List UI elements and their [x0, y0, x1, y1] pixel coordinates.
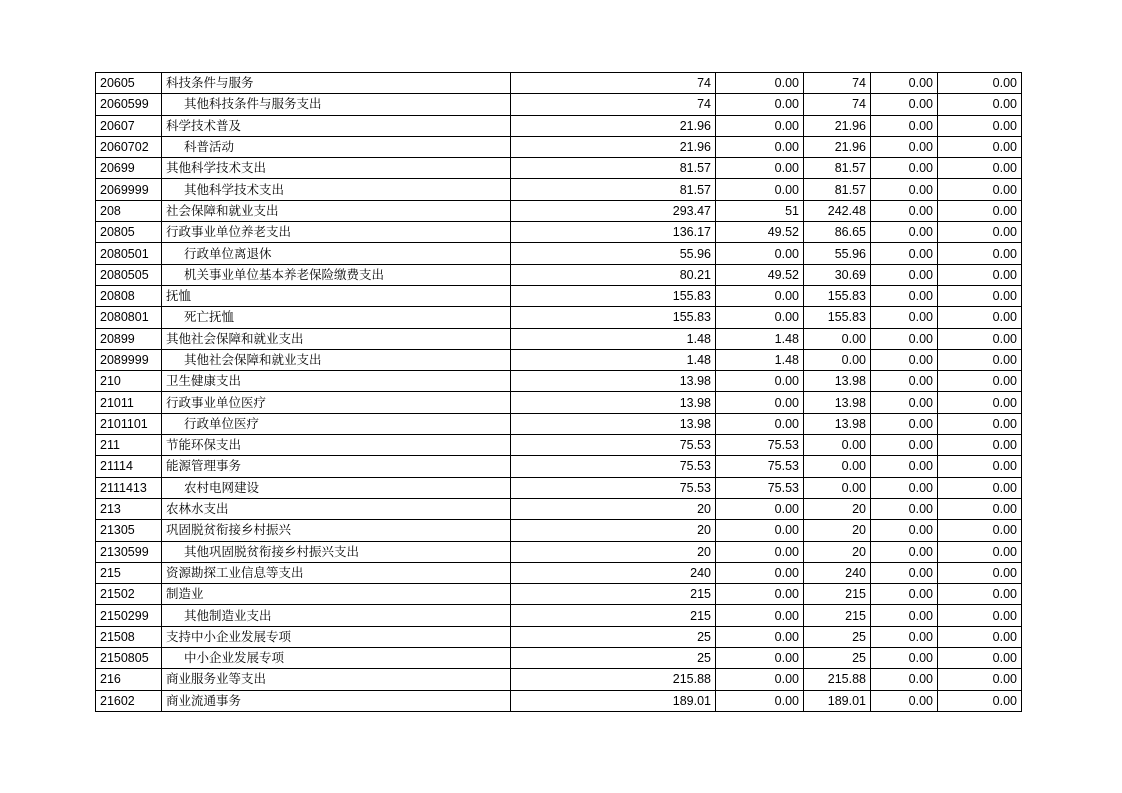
- account-code-cell: 2130599: [96, 541, 162, 562]
- table-row: [96, 605, 1022, 626]
- amount-cell-3: 240: [804, 562, 871, 583]
- account-code-cell: 2080801: [96, 307, 162, 328]
- amount-cell-3: 13.98: [804, 392, 871, 413]
- amount-cell-2: 0.00: [716, 626, 804, 647]
- amount-cell-4: 0.00: [871, 371, 938, 392]
- account-code-cell: 2150805: [96, 648, 162, 669]
- amount-cell-3: 0.00: [804, 456, 871, 477]
- amount-cell-2: 49.52: [716, 264, 804, 285]
- amount-cell-3: 0.00: [804, 349, 871, 370]
- amount-cell-2: 0.00: [716, 371, 804, 392]
- table-row: [96, 456, 1022, 477]
- table-row: [96, 690, 1022, 711]
- amount-cell-1: 74: [511, 94, 716, 115]
- table-row: [96, 264, 1022, 285]
- table-row: [96, 562, 1022, 583]
- account-name-cell: 能源管理事务: [162, 456, 511, 477]
- amount-cell-1: 215: [511, 605, 716, 626]
- account-code-cell: 2060702: [96, 136, 162, 157]
- amount-cell-4: 0.00: [871, 626, 938, 647]
- amount-cell-3: 21.96: [804, 115, 871, 136]
- amount-cell-1: 240: [511, 562, 716, 583]
- amount-cell-3: 81.57: [804, 158, 871, 179]
- table-row: [96, 200, 1022, 221]
- amount-cell-5: 0.00: [938, 562, 1022, 583]
- table-row: [96, 285, 1022, 306]
- amount-cell-4: 0.00: [871, 179, 938, 200]
- amount-cell-4: 0.00: [871, 605, 938, 626]
- account-code-cell: 21114: [96, 456, 162, 477]
- amount-cell-3: 189.01: [804, 690, 871, 711]
- account-code-cell: 20805: [96, 222, 162, 243]
- amount-cell-4: 0.00: [871, 669, 938, 690]
- amount-cell-5: 0.00: [938, 73, 1022, 94]
- amount-cell-2: 0.00: [716, 136, 804, 157]
- table-row: [96, 498, 1022, 519]
- account-code-cell: 21502: [96, 584, 162, 605]
- amount-cell-4: 0.00: [871, 94, 938, 115]
- amount-cell-2: 75.53: [716, 435, 804, 456]
- account-code-cell: 2101101: [96, 413, 162, 434]
- amount-cell-2: 0.00: [716, 285, 804, 306]
- amount-cell-4: 0.00: [871, 392, 938, 413]
- amount-cell-3: 13.98: [804, 413, 871, 434]
- account-name-cell: 死亡抚恤: [162, 307, 511, 328]
- amount-cell-5: 0.00: [938, 243, 1022, 264]
- table-row: [96, 307, 1022, 328]
- amount-cell-5: 0.00: [938, 264, 1022, 285]
- account-name-cell: 科普活动: [162, 136, 511, 157]
- amount-cell-4: 0.00: [871, 264, 938, 285]
- amount-cell-4: 0.00: [871, 349, 938, 370]
- amount-cell-4: 0.00: [871, 285, 938, 306]
- amount-cell-3: 155.83: [804, 285, 871, 306]
- amount-cell-5: 0.00: [938, 158, 1022, 179]
- table-row: [96, 669, 1022, 690]
- amount-cell-4: 0.00: [871, 498, 938, 519]
- account-code-cell: 213: [96, 498, 162, 519]
- amount-cell-1: 25: [511, 648, 716, 669]
- amount-cell-1: 1.48: [511, 349, 716, 370]
- amount-cell-4: 0.00: [871, 413, 938, 434]
- amount-cell-4: 0.00: [871, 158, 938, 179]
- account-name-cell: 农林水支出: [162, 498, 511, 519]
- amount-cell-3: 215.88: [804, 669, 871, 690]
- amount-cell-5: 0.00: [938, 456, 1022, 477]
- amount-cell-2: 0.00: [716, 243, 804, 264]
- amount-cell-5: 0.00: [938, 541, 1022, 562]
- account-code-cell: 215: [96, 562, 162, 583]
- amount-cell-1: 13.98: [511, 413, 716, 434]
- amount-cell-2: 0.00: [716, 562, 804, 583]
- table-row: [96, 648, 1022, 669]
- table-row: [96, 115, 1022, 136]
- amount-cell-4: 0.00: [871, 477, 938, 498]
- account-name-cell: 其他社会保障和就业支出: [162, 349, 511, 370]
- account-code-cell: 2080501: [96, 243, 162, 264]
- account-name-cell: 社会保障和就业支出: [162, 200, 511, 221]
- amount-cell-5: 0.00: [938, 371, 1022, 392]
- account-name-cell: 制造业: [162, 584, 511, 605]
- amount-cell-5: 0.00: [938, 648, 1022, 669]
- amount-cell-5: 0.00: [938, 200, 1022, 221]
- amount-cell-1: 75.53: [511, 456, 716, 477]
- account-code-cell: 21305: [96, 520, 162, 541]
- account-code-cell: 21508: [96, 626, 162, 647]
- amount-cell-2: 0.00: [716, 73, 804, 94]
- table-row: [96, 435, 1022, 456]
- amount-cell-5: 0.00: [938, 94, 1022, 115]
- account-name-cell: 支持中小企业发展专项: [162, 626, 511, 647]
- amount-cell-4: 0.00: [871, 541, 938, 562]
- amount-cell-1: 20: [511, 541, 716, 562]
- amount-cell-4: 0.00: [871, 435, 938, 456]
- amount-cell-2: 0.00: [716, 392, 804, 413]
- amount-cell-2: 51: [716, 200, 804, 221]
- table-row: [96, 392, 1022, 413]
- amount-cell-4: 0.00: [871, 307, 938, 328]
- table-row: [96, 477, 1022, 498]
- amount-cell-1: 155.83: [511, 307, 716, 328]
- account-name-cell: 其他科学技术支出: [162, 158, 511, 179]
- amount-cell-5: 0.00: [938, 690, 1022, 711]
- amount-cell-1: 155.83: [511, 285, 716, 306]
- amount-cell-1: 20: [511, 520, 716, 541]
- amount-cell-2: 0.00: [716, 520, 804, 541]
- amount-cell-3: 0.00: [804, 328, 871, 349]
- account-name-cell: 农村电网建设: [162, 477, 511, 498]
- budget-table-sheet: [95, 72, 1021, 712]
- amount-cell-5: 0.00: [938, 307, 1022, 328]
- table-row: [96, 243, 1022, 264]
- account-code-cell: 20808: [96, 285, 162, 306]
- amount-cell-3: 20: [804, 520, 871, 541]
- amount-cell-3: 215: [804, 605, 871, 626]
- amount-cell-5: 0.00: [938, 115, 1022, 136]
- amount-cell-3: 25: [804, 648, 871, 669]
- account-code-cell: 2111413: [96, 477, 162, 498]
- amount-cell-1: 189.01: [511, 690, 716, 711]
- amount-cell-5: 0.00: [938, 584, 1022, 605]
- amount-cell-4: 0.00: [871, 584, 938, 605]
- table-row: [96, 328, 1022, 349]
- amount-cell-2: 0.00: [716, 498, 804, 519]
- account-code-cell: 20605: [96, 73, 162, 94]
- amount-cell-1: 215: [511, 584, 716, 605]
- amount-cell-3: 25: [804, 626, 871, 647]
- account-name-cell: 科学技术普及: [162, 115, 511, 136]
- table-row: [96, 584, 1022, 605]
- amount-cell-3: 20: [804, 541, 871, 562]
- account-name-cell: 商业服务业等支出: [162, 669, 511, 690]
- amount-cell-4: 0.00: [871, 690, 938, 711]
- account-name-cell: 资源勘探工业信息等支出: [162, 562, 511, 583]
- amount-cell-1: 75.53: [511, 435, 716, 456]
- amount-cell-1: 13.98: [511, 371, 716, 392]
- amount-cell-2: 0.00: [716, 413, 804, 434]
- account-code-cell: 216: [96, 669, 162, 690]
- amount-cell-4: 0.00: [871, 648, 938, 669]
- account-code-cell: 20607: [96, 115, 162, 136]
- amount-cell-2: 0.00: [716, 690, 804, 711]
- amount-cell-3: 242.48: [804, 200, 871, 221]
- account-name-cell: 巩固脱贫衔接乡村振兴: [162, 520, 511, 541]
- amount-cell-4: 0.00: [871, 136, 938, 157]
- amount-cell-2: 0.00: [716, 648, 804, 669]
- account-name-cell: 其他科技条件与服务支出: [162, 94, 511, 115]
- amount-cell-5: 0.00: [938, 520, 1022, 541]
- amount-cell-5: 0.00: [938, 605, 1022, 626]
- amount-cell-3: 13.98: [804, 371, 871, 392]
- amount-cell-3: 155.83: [804, 307, 871, 328]
- amount-cell-1: 21.96: [511, 115, 716, 136]
- amount-cell-1: 20: [511, 498, 716, 519]
- amount-cell-5: 0.00: [938, 222, 1022, 243]
- amount-cell-1: 136.17: [511, 222, 716, 243]
- amount-cell-5: 0.00: [938, 413, 1022, 434]
- account-name-cell: 卫生健康支出: [162, 371, 511, 392]
- amount-cell-1: 25: [511, 626, 716, 647]
- account-name-cell: 行政事业单位医疗: [162, 392, 511, 413]
- amount-cell-2: 0.00: [716, 605, 804, 626]
- account-code-cell: 210: [96, 371, 162, 392]
- amount-cell-1: 215.88: [511, 669, 716, 690]
- amount-cell-1: 75.53: [511, 477, 716, 498]
- account-code-cell: 208: [96, 200, 162, 221]
- amount-cell-3: 30.69: [804, 264, 871, 285]
- account-name-cell: 中小企业发展专项: [162, 648, 511, 669]
- amount-cell-4: 0.00: [871, 520, 938, 541]
- amount-cell-2: 75.53: [716, 477, 804, 498]
- amount-cell-3: 74: [804, 94, 871, 115]
- budget-table: [95, 72, 1022, 712]
- account-name-cell: 节能环保支出: [162, 435, 511, 456]
- amount-cell-1: 55.96: [511, 243, 716, 264]
- amount-cell-1: 1.48: [511, 328, 716, 349]
- amount-cell-5: 0.00: [938, 349, 1022, 370]
- amount-cell-2: 0.00: [716, 584, 804, 605]
- amount-cell-1: 81.57: [511, 179, 716, 200]
- amount-cell-2: 1.48: [716, 328, 804, 349]
- amount-cell-5: 0.00: [938, 626, 1022, 647]
- table-row: [96, 222, 1022, 243]
- amount-cell-4: 0.00: [871, 200, 938, 221]
- account-code-cell: 2080505: [96, 264, 162, 285]
- amount-cell-5: 0.00: [938, 136, 1022, 157]
- table-row: [96, 94, 1022, 115]
- table-row: [96, 371, 1022, 392]
- amount-cell-2: 1.48: [716, 349, 804, 370]
- amount-cell-5: 0.00: [938, 179, 1022, 200]
- account-code-cell: 2089999: [96, 349, 162, 370]
- amount-cell-4: 0.00: [871, 456, 938, 477]
- account-code-cell: 2069999: [96, 179, 162, 200]
- amount-cell-2: 0.00: [716, 115, 804, 136]
- amount-cell-4: 0.00: [871, 73, 938, 94]
- amount-cell-2: 0.00: [716, 179, 804, 200]
- account-name-cell: 其他巩固脱贫衔接乡村振兴支出: [162, 541, 511, 562]
- account-code-cell: 21602: [96, 690, 162, 711]
- account-code-cell: 21011: [96, 392, 162, 413]
- amount-cell-3: 55.96: [804, 243, 871, 264]
- amount-cell-2: 0.00: [716, 307, 804, 328]
- amount-cell-3: 81.57: [804, 179, 871, 200]
- account-name-cell: 科技条件与服务: [162, 73, 511, 94]
- amount-cell-2: 0.00: [716, 541, 804, 562]
- amount-cell-1: 21.96: [511, 136, 716, 157]
- account-code-cell: 2150299: [96, 605, 162, 626]
- amount-cell-3: 21.96: [804, 136, 871, 157]
- amount-cell-3: 86.65: [804, 222, 871, 243]
- table-row: [96, 413, 1022, 434]
- table-row: [96, 541, 1022, 562]
- amount-cell-2: 49.52: [716, 222, 804, 243]
- amount-cell-3: 74: [804, 73, 871, 94]
- account-code-cell: 20899: [96, 328, 162, 349]
- amount-cell-3: 215: [804, 584, 871, 605]
- account-name-cell: 行政单位离退休: [162, 243, 511, 264]
- table-row: [96, 349, 1022, 370]
- amount-cell-5: 0.00: [938, 498, 1022, 519]
- table-row: [96, 179, 1022, 200]
- table-row: [96, 136, 1022, 157]
- amount-cell-5: 0.00: [938, 328, 1022, 349]
- amount-cell-4: 0.00: [871, 328, 938, 349]
- amount-cell-1: 81.57: [511, 158, 716, 179]
- amount-cell-5: 0.00: [938, 669, 1022, 690]
- amount-cell-3: 0.00: [804, 477, 871, 498]
- amount-cell-5: 0.00: [938, 392, 1022, 413]
- amount-cell-2: 0.00: [716, 94, 804, 115]
- table-row: [96, 626, 1022, 647]
- account-name-cell: 抚恤: [162, 285, 511, 306]
- amount-cell-1: 74: [511, 73, 716, 94]
- amount-cell-5: 0.00: [938, 285, 1022, 306]
- amount-cell-3: 0.00: [804, 435, 871, 456]
- amount-cell-4: 0.00: [871, 115, 938, 136]
- amount-cell-4: 0.00: [871, 562, 938, 583]
- amount-cell-5: 0.00: [938, 477, 1022, 498]
- account-code-cell: 2060599: [96, 94, 162, 115]
- account-name-cell: 其他科学技术支出: [162, 179, 511, 200]
- account-name-cell: 其他社会保障和就业支出: [162, 328, 511, 349]
- table-row: [96, 73, 1022, 94]
- amount-cell-2: 75.53: [716, 456, 804, 477]
- account-name-cell: 其他制造业支出: [162, 605, 511, 626]
- table-row: [96, 520, 1022, 541]
- amount-cell-3: 20: [804, 498, 871, 519]
- amount-cell-1: 13.98: [511, 392, 716, 413]
- amount-cell-4: 0.00: [871, 222, 938, 243]
- table-row: [96, 158, 1022, 179]
- amount-cell-1: 293.47: [511, 200, 716, 221]
- account-name-cell: 商业流通事务: [162, 690, 511, 711]
- budget-table-body: [96, 73, 1022, 712]
- account-name-cell: 行政单位医疗: [162, 413, 511, 434]
- amount-cell-2: 0.00: [716, 669, 804, 690]
- amount-cell-2: 0.00: [716, 158, 804, 179]
- amount-cell-4: 0.00: [871, 243, 938, 264]
- account-name-cell: 行政事业单位养老支出: [162, 222, 511, 243]
- amount-cell-1: 80.21: [511, 264, 716, 285]
- account-code-cell: 211: [96, 435, 162, 456]
- account-name-cell: 机关事业单位基本养老保险缴费支出: [162, 264, 511, 285]
- amount-cell-5: 0.00: [938, 435, 1022, 456]
- account-code-cell: 20699: [96, 158, 162, 179]
